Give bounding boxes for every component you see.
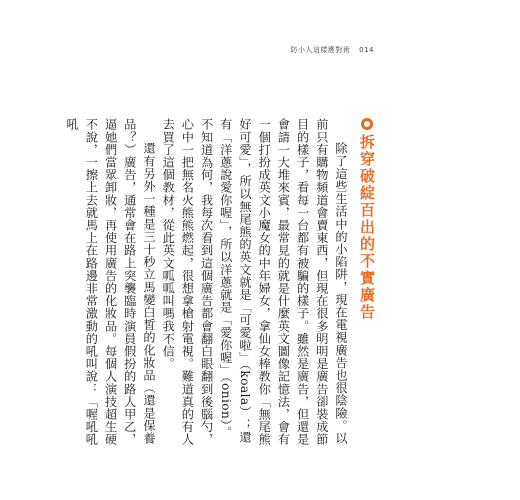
bullet-circle-icon: [361, 118, 373, 130]
book-title: 防小人這樣應對術: [290, 46, 351, 54]
page-number: 014: [359, 46, 374, 54]
section-heading: [358, 118, 376, 321]
body-text: [62, 118, 350, 448]
paragraph: 還有另外一種是三十秒立馬變白皙的化妝品（還是保養品？）廣告，通常會在路上突襲臨時演員假扮的路人甲乙，逼她們當眾卸妝，再使用廣告的化妝品。每個人演技超生硬不說，一擦上去就馬上在路邊非常激動的吼叫說：「喔吼吼吼: [65, 118, 156, 446]
paragraph: 除了這些生活中的小陷阱，現在電視廣告也很陰險。以前只有購物頻道會賣東西，但現在很多明明是廣告卻裝成節目的樣子，看每一台都有被騙的樣子。雖然是廣告，但還是會請一大堆來賓，最常見的就是什麼英文圖像記憶法，會有一個打扮成英文小魔女的中年婦女，拿仙女棒教你「無尾熊好可愛」，所以無尾熊的英文就是「可愛啦」（koala）；還有「洋蔥說愛你喔」，所以洋蔥就是「愛你喔」（onion）。不知道為何，我每次看到這個廣告都會翻白眼翻到後腦勺，心中一把無名火熊熊燃起，很想拿槍射電視。難道真的有人去買了這個教材，從此英文呱呱叫嗎我不信。: [161, 118, 348, 446]
section-heading-text: 拆穿破綻百出的不實廣告: [358, 134, 376, 321]
running-header: [290, 45, 374, 55]
